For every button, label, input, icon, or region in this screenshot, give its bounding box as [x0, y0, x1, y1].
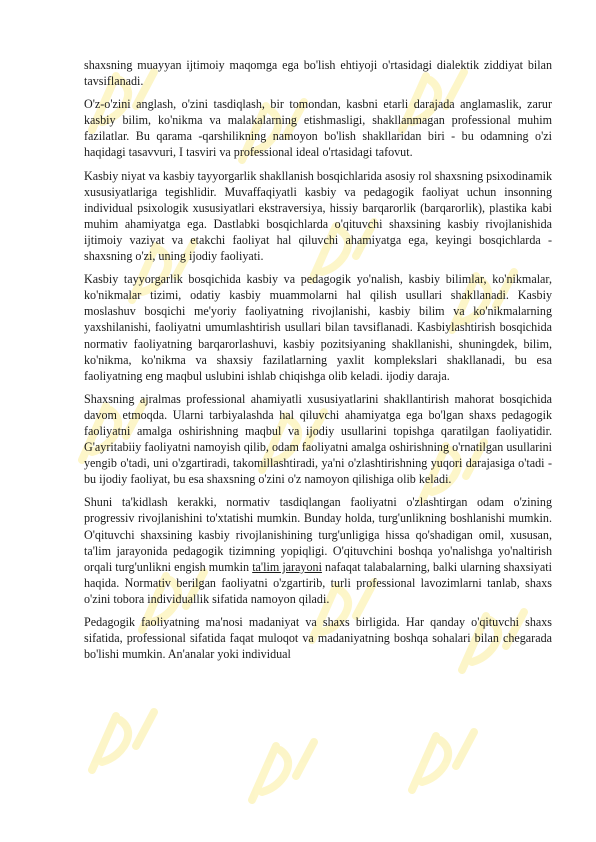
- watermark-stroke: [252, 742, 314, 800]
- watermark-stroke: [412, 732, 474, 790]
- paragraph-4: Kasbiy tayyorgarlik bosqichida kasbiy va pedagogik yo'nalish, kasbiy bilimlar, ko'nikmalar, ko'nikmalar tizimi, odatiy kasbiy muammolarni hal qilish usullari shakllanadi. Kasbiy moslashuv bosqichi me'yoriy faoliyatning rivojlanishi, kasbiy bilim va ko'nikmalarning yaxshilanishi, faoliyatni umumlashtirish usullari bilan tavsiflanadi. Kasbiylashtirish bosqichida normativ faoliyatning barqarorlashuvi, kasbiy pozitsiyaning shakllanishi, shuningdek, bilim, ko'nikma, ko'nikma va shaxsiy fazilatlarning yaxlit komplekslari shakllanadi, bu esa faoliyatning eng maqbul uslubini ishlab chiqishga olib keladi. ijodiy daraja.: [84, 272, 552, 383]
- paragraph-6-text-end: nafaqat talabalarning, balki ularning shaxsiyati haqida. Normativ berilgan faoliyatni o'zgartirib, turli professional lavozimlarni tanlab, shaxs o'zini tobora individuallik sifatida namoyon qiladi.: [84, 559, 552, 606]
- paragraph-5: Shaxsning ajralmas professional ahamiyatli xususiyatlarini shakllantirish mahorat bosqichida davom etmoqda. Ularni tarbiyalashda hal qiluvchi ahamiyatga ega bo'lgan shaxs pedagogik faoliyatni amalga oshirishning maqbul va ijodiy usullarini topishga qaratilgan faoliyatidir. G'ayritabiiy faoliyatni namoyish qilib, odam faoliyatni amalga oshirishning o'rnatilgan usullarini yengib o'tadi, uni o'zgartiradi, takomillashtiradi, ya'ni o'zlashtirishning yuqori darajasiga o'tadi - bu ijodiy faoliyat, bu esa shaxsning o'zini o'z namoyon qilishiga olib keladi.: [84, 391, 552, 487]
- paragraph-2: O'z-o'zini anglash, o'zini tasdiqlash, bir tomondan, kasbni etarli darajada anglamaslik, zarur kasbiy bilim, ko'nikma va malakalarning etishmasligi, shakllanmagan professional muhim fazilatlar. Bu qarama -qarshilikning namoyon bo'lish shakllaridan biri - bu odamning o'zi haqidagi tasavvuri, I tasviri va professional ideal o'rtasidagi tafovut.: [84, 97, 552, 160]
- document-text: [84, 57, 552, 669]
- paragraph-7: Pedagogik faoliyatning ma'nosi madaniyat va shaxs birligida. Har qanday o'qituvchi shaxs sifatida, professional sifatida faqat muloqot va madaniyatning boshqa sohalari bilan chegarada bo'lishi mumkin. An'analar yoki individual: [84, 615, 552, 662]
- paragraph-1: shaxsning muayyan ijtimoiy maqomga ega bo'lish ehtiyoji o'rtasidagi dialektik ziddiyat bilan tavsiflanadi.: [84, 58, 552, 89]
- paragraph-6: [84, 494, 552, 607]
- underlined-term: ta'lim jarayoni: [252, 559, 322, 574]
- watermark-stroke: [92, 712, 154, 770]
- paragraph-6-text-start: Shuni ta'kidlash kerakki, normativ tasdiqlangan faoliyatni o'zlashtirgan odam o'zining progressiv rivojlanishini to'xtatishi mumkin. Bunday holda, turg'unlikning boshlanishi mumkin. O'qituvchi shaxsining kasbiy rivojlanishining turg'unligiga hissa qo'shadigan omil, xususan, ta'lim jarayonida pedagogik tizimning yopiqligi. O'qituvchini boshqa yo'nalishga yo'naltirish orqali turg'unlikni engish mumkin: [84, 495, 552, 574]
- paragraph-3: Kasbiy niyat va kasbiy tayyorgarlik shakllanish bosqichlarida asosiy rol shaxsning psixodinamik xususiyatlariga tegishlidir. Muvaffaqiyatli kasbiy va pedagogik faoliyat uchun insonning individual psixologik xususiyatlari ekstraversiya, hissiy barqarorlik (barqarorlik), plastika kabi muhim ahamiyatga ega. Dastlabki bosqichlarda o'qituvchi shaxsining kasbiy rivojlanishida ijtimoiy vaziyat va etakchi faoliyat hal qiluvchi ahamiyatga ega, keyingi bosqichlarda - shaxsning o'zi, uning ijodiy faoliyati.: [84, 168, 553, 264]
